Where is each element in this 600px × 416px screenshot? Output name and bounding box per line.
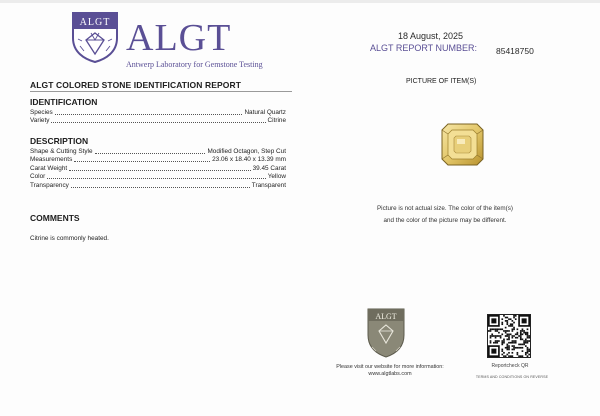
description-row-carat xyxy=(30,164,286,173)
disclaimer-line-1: Picture is not actual size. The color of the item(s) xyxy=(376,205,514,212)
title-divider xyxy=(30,91,292,92)
leader-dots xyxy=(95,153,206,154)
description-rows xyxy=(30,147,286,190)
svg-text:ALGT: ALGT xyxy=(79,17,111,28)
leader-dots xyxy=(47,178,265,179)
website-note xyxy=(320,364,460,378)
row-value: Natural Quartz xyxy=(244,108,286,116)
description-row-transparency xyxy=(30,181,286,190)
row-label: Color xyxy=(30,173,46,181)
row-value: Yellow xyxy=(267,173,286,181)
leader-dots xyxy=(51,122,265,123)
row-label: Measurements xyxy=(30,156,73,164)
report-number: 85418750 xyxy=(496,46,534,56)
description-row-measurements xyxy=(30,156,286,165)
description-heading: DESCRIPTION xyxy=(30,136,89,146)
description-row-shape xyxy=(30,147,286,156)
identification-heading: IDENTIFICATION xyxy=(30,97,98,107)
row-value: 39.45 Carat xyxy=(252,164,286,172)
logo-subtitle: Antwerp Laboratory for Gemstone Testing xyxy=(126,60,263,69)
top-edge xyxy=(0,0,600,3)
algt-logo xyxy=(70,10,280,69)
leader-dots xyxy=(74,161,210,162)
seal-wordmark: ALGT xyxy=(375,312,397,321)
qr-code-icon[interactable] xyxy=(487,314,531,358)
leader-dots xyxy=(69,170,250,171)
report-number-label: ALGT REPORT NUMBER: xyxy=(370,43,478,53)
logo-wordmark: ALGT xyxy=(126,17,232,59)
disclaimer-line-2: and the color of the picture may be different. xyxy=(383,216,507,224)
website-note-line-1: Please visit our website for more information: xyxy=(336,364,444,370)
gemstone-photo xyxy=(440,122,485,167)
identification-rows xyxy=(30,108,286,125)
report-title: ALGT COLORED STONE IDENTIFICATION REPORT xyxy=(30,80,241,90)
row-label: Transparency xyxy=(30,181,69,189)
website-link[interactable]: www.algtlabs.com xyxy=(368,371,412,377)
leader-dots xyxy=(71,187,250,188)
row-label: Carat Weight xyxy=(30,164,68,172)
report-date: 18 August, 2025 xyxy=(398,31,464,41)
comments-heading: COMMENTS xyxy=(30,213,80,223)
identification-row-variety xyxy=(30,117,286,126)
leader-dots xyxy=(55,114,243,115)
comment-text: Citrine is commonly heated. xyxy=(30,235,109,242)
row-value: 23.06 x 18.40 x 13.39 mm xyxy=(212,156,286,164)
algt-shield-logo-icon xyxy=(70,10,120,64)
terms-note: TERMS AND CONDITIONS ON REVERSE xyxy=(475,375,549,379)
row-value: Citrine xyxy=(267,117,286,125)
description-row-color xyxy=(30,173,286,182)
identification-row-species xyxy=(30,108,286,117)
row-value: Transparent xyxy=(251,181,286,189)
picture-disclaimer xyxy=(330,203,560,226)
qr-label: Reportcheck QR xyxy=(491,363,529,369)
row-label: Shape & Cutting Style xyxy=(30,147,93,155)
row-label: Species xyxy=(30,108,53,116)
row-value: Modified Octagon, Step Cut xyxy=(207,147,286,155)
picture-label: PICTURE OF ITEM(S) xyxy=(406,78,477,85)
row-label: Variety xyxy=(30,117,50,125)
